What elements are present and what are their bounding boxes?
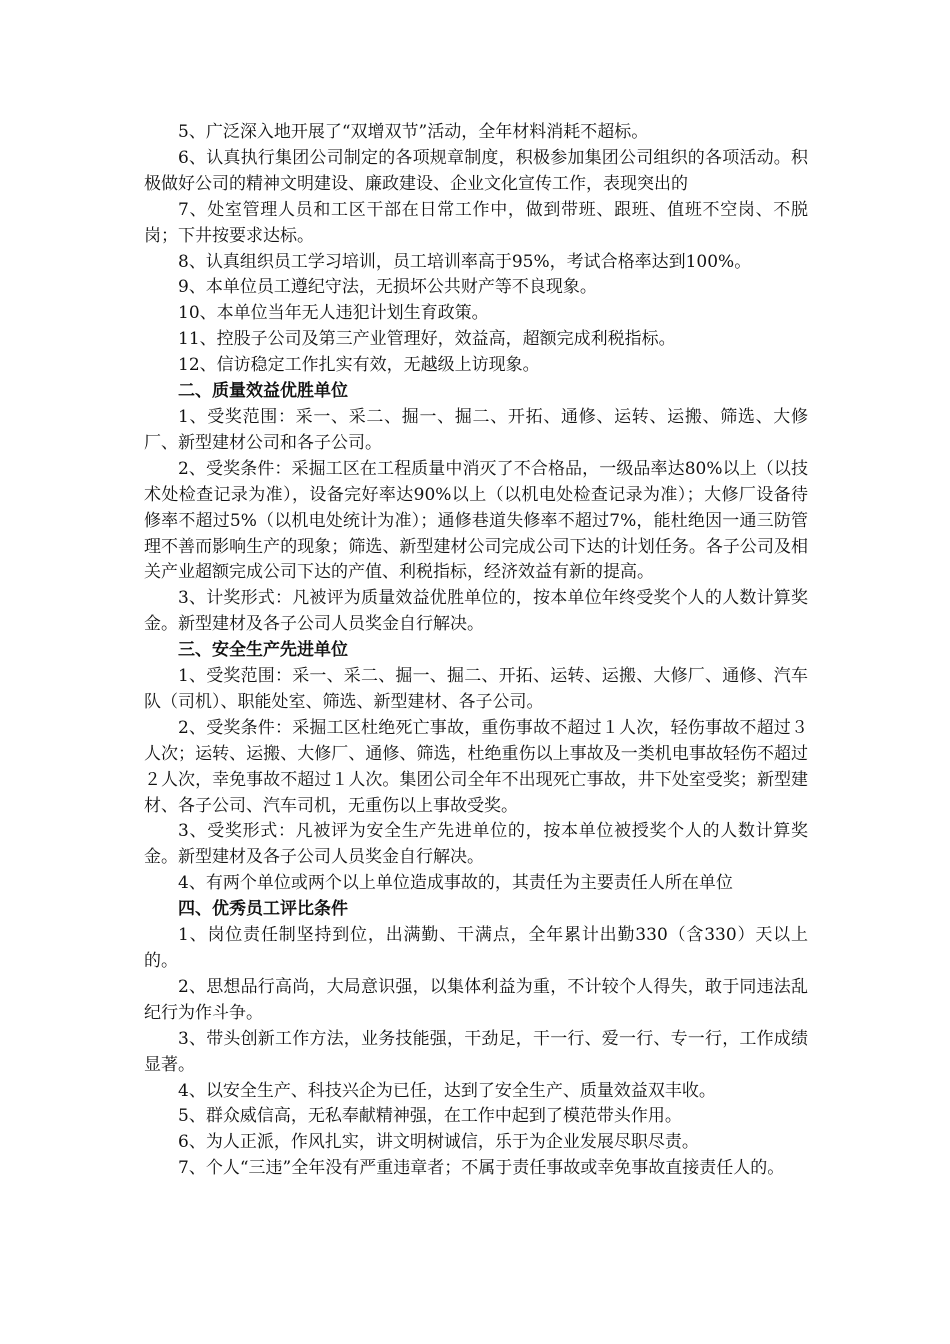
- paragraph: 5、广泛深入地开展了“双增双节”活动，全年材料消耗不超标。: [178, 122, 649, 142]
- paragraph: 11、控股子公司及第三产业管理好，效益高，超额完成利税指标。: [178, 329, 676, 350]
- section-heading-quality: 二、质量效益优胜单位: [178, 381, 348, 402]
- paragraph: 10、本单位当年无人违犯计划生育政策。: [178, 303, 489, 324]
- paragraph: 6、为人正派，作风扎实，讲文明树诚信，乐于为企业发展尽职尽责。: [178, 1132, 699, 1153]
- paragraph: 4、有两个单位或两个以上单位造成事故的，其责任为主要责任人所在单位: [178, 873, 733, 894]
- paragraph: 9、本单位员工遵纪守法，无损坏公共财产等不良现象。: [178, 277, 597, 298]
- paragraph: 2、受奖条件：采掘工区杜绝死亡事故，重伤事故不超过１人次，轻伤事故不超过３人次；运转、运搬、大修厂、通修、筛选，杜绝重伤以上事故及一类机电事故轻伤不超过２人次，幸免事故不超过１人次。集团公司全年不出现死亡事故，井下处室受奖；新型建材、各子公司、汽车司机，无重伤以上事故受奖。: [144, 717, 808, 816]
- paragraph: 1、受奖范围：采一、采二、掘一、掘二、开拓、运转、运搬、大修厂、通修、汽车队（司机）、职能处室、筛选、新型建材、各子公司。: [144, 666, 808, 712]
- paragraph: 2、受奖条件：采掘工区在工程质量中消灭了不合格品，一级品率达80%以上（以技术处检查记录为准），设备完好率达90%以上（以机电处检查记录为准）；大修厂设备待修率不超过5%（以机电处统计为准）；通修巷道失修率不超过7%，能杜绝因一通三防管理不善而影响生产的现象；筛选、新型建材公司完成公司下达的计划任务。各子公司及相关产业超额完成公司下达的产值、利税指标，经济效益有新的提高。: [144, 458, 808, 583]
- paragraph: 1、岗位责任制坚持到位，出满勤、干满点，全年累计出勤330（含330）天以上的。: [144, 925, 808, 971]
- paragraph: 7、个人“三违”全年没有严重违章者；不属于责任事故或幸免事故直接责任人的。: [178, 1158, 785, 1179]
- paragraph: 4、以安全生产、科技兴企为已任，达到了安全生产、质量效益双丰收。: [178, 1080, 716, 1101]
- paragraph: 8、认真组织员工学习培训，员工培训率高于95%，考试合格率达到100%。: [178, 251, 752, 272]
- paragraph: 7、处室管理人员和工区干部在日常工作中，做到带班、跟班、值班不空岗、不脱岗；下井按要求达标。: [144, 199, 808, 246]
- document-body: [144, 120, 808, 1182]
- paragraph: 12、信访稳定工作扎实有效，无越级上访现象。: [178, 355, 540, 376]
- paragraph: 5、群众威信高，无私奉献精神强，在工作中起到了模范带头作用。: [178, 1106, 682, 1127]
- paragraph: 1、受奖范围：采一、采二、掘一、掘二、开拓、通修、运转、运搬、筛选、大修厂、新型建材公司和各子公司。: [144, 406, 808, 453]
- section-heading-safety: 三、安全生产先进单位: [178, 640, 348, 661]
- paragraph: 3、计奖形式：凡被评为质量效益优胜单位的，按本单位年终受奖个人的人数计算奖金。新型建材及各子公司人员奖金自行解决。: [144, 588, 808, 635]
- section-heading-employee: 四、优秀员工评比条件: [178, 899, 348, 920]
- paragraph: 3、带头创新工作方法，业务技能强，干劲足，干一行、爱一行、专一行，工作成绩显著。: [144, 1028, 808, 1075]
- paragraph: 2、思想品行高尚，大局意识强，以集体利益为重，不计较个人得失，敢于同违法乱纪行为作斗争。: [144, 976, 808, 1023]
- paragraph: 3、受奖形式：凡被评为安全生产先进单位的，按本单位被授奖个人的人数计算奖金。新型建材及各子公司人员奖金自行解决。: [144, 821, 808, 868]
- paragraph: 6、认真执行集团公司制定的各项规章制度，积极参加集团公司组织的各项活动。积极做好公司的精神文明建设、廉政建设、企业文化宣传工作，表现突出的: [144, 147, 808, 194]
